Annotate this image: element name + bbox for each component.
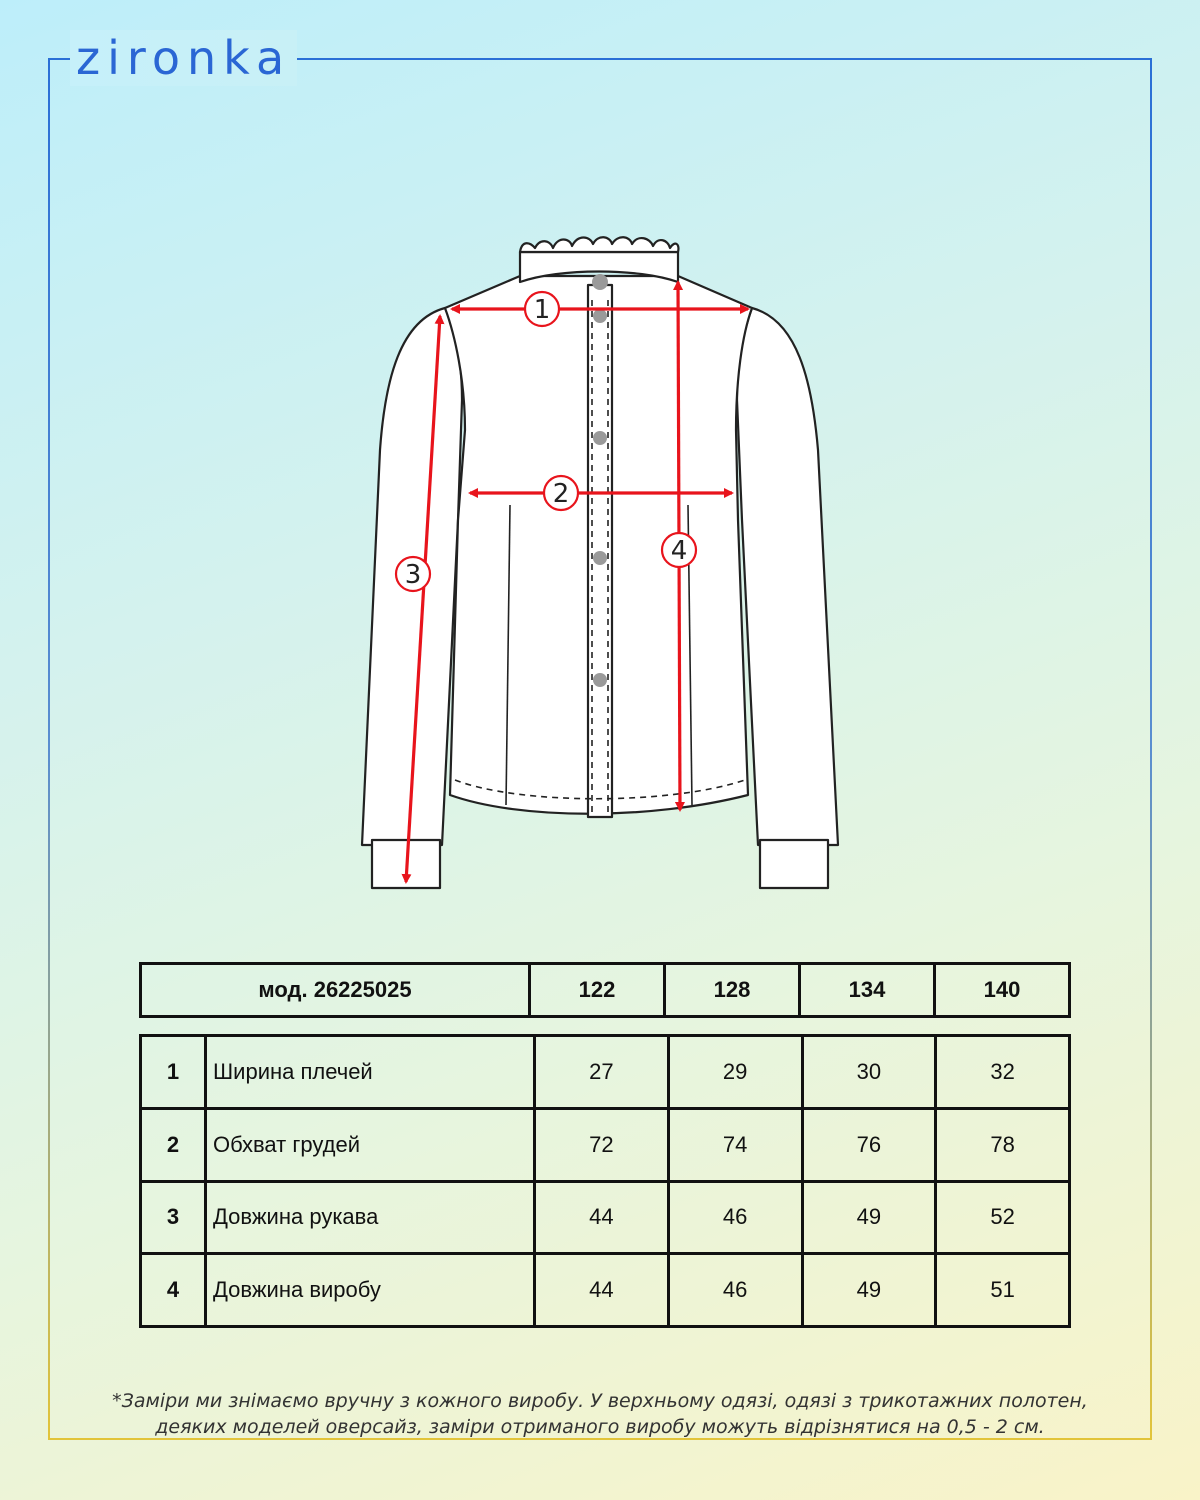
button [592, 274, 608, 290]
footnote-line-2: деяких моделей оверсайз, заміри отриманого виробу можуть відрізнятися на 0,5 - 2 см. [155, 1416, 1045, 1438]
button [593, 673, 607, 687]
cell-value: 29 [668, 1036, 802, 1109]
cell-value: 46 [668, 1254, 802, 1327]
row-number: 3 [141, 1181, 206, 1254]
button [593, 431, 607, 445]
brand-logo: zironka [70, 30, 297, 86]
row-param: Ширина плечей [206, 1036, 535, 1109]
row-number: 4 [141, 1254, 206, 1327]
row-param: Довжина виробу [206, 1254, 535, 1327]
cell-value: 27 [535, 1036, 669, 1109]
size-table-header [139, 962, 1071, 1018]
cell-value: 51 [936, 1254, 1070, 1327]
marker-2-label: 2 [552, 479, 570, 509]
marker-1-label: 1 [533, 295, 551, 325]
table-row [141, 1181, 1070, 1254]
size-table [139, 1034, 1071, 1328]
button [593, 309, 607, 323]
table-row [141, 1254, 1070, 1327]
size-122: 122 [530, 964, 665, 1017]
cell-value: 78 [936, 1108, 1070, 1181]
collar-ruffle [520, 237, 678, 252]
size-128: 128 [665, 964, 800, 1017]
marker-3-label: 3 [404, 560, 422, 590]
model-label: мод. 26225025 [141, 964, 530, 1017]
cell-value: 74 [668, 1108, 802, 1181]
marker-4-label: 4 [670, 536, 688, 566]
cell-value: 44 [535, 1254, 669, 1327]
row-number: 2 [141, 1108, 206, 1181]
table-row [141, 1108, 1070, 1181]
right-cuff [760, 840, 828, 888]
row-number: 1 [141, 1036, 206, 1109]
right-sleeve [737, 308, 838, 845]
footnote-line-1: *Заміри ми знімаємо вручну з кожного виробу. У верхньому одязі, одязі з трикотажних полотен, [112, 1390, 1088, 1412]
cell-value: 76 [802, 1108, 936, 1181]
size-140: 140 [935, 964, 1070, 1017]
cell-value: 72 [535, 1108, 669, 1181]
cell-value: 52 [936, 1181, 1070, 1254]
cell-value: 49 [802, 1254, 936, 1327]
button [593, 551, 607, 565]
row-param: Довжина рукава [206, 1181, 535, 1254]
row-param: Обхват грудей [206, 1108, 535, 1181]
cell-value: 46 [668, 1181, 802, 1254]
size-134: 134 [800, 964, 935, 1017]
cell-value: 49 [802, 1181, 936, 1254]
footnote [60, 1388, 1140, 1440]
cell-value: 32 [936, 1036, 1070, 1109]
cell-value: 44 [535, 1181, 669, 1254]
cell-value: 30 [802, 1036, 936, 1109]
table-row [141, 1036, 1070, 1109]
